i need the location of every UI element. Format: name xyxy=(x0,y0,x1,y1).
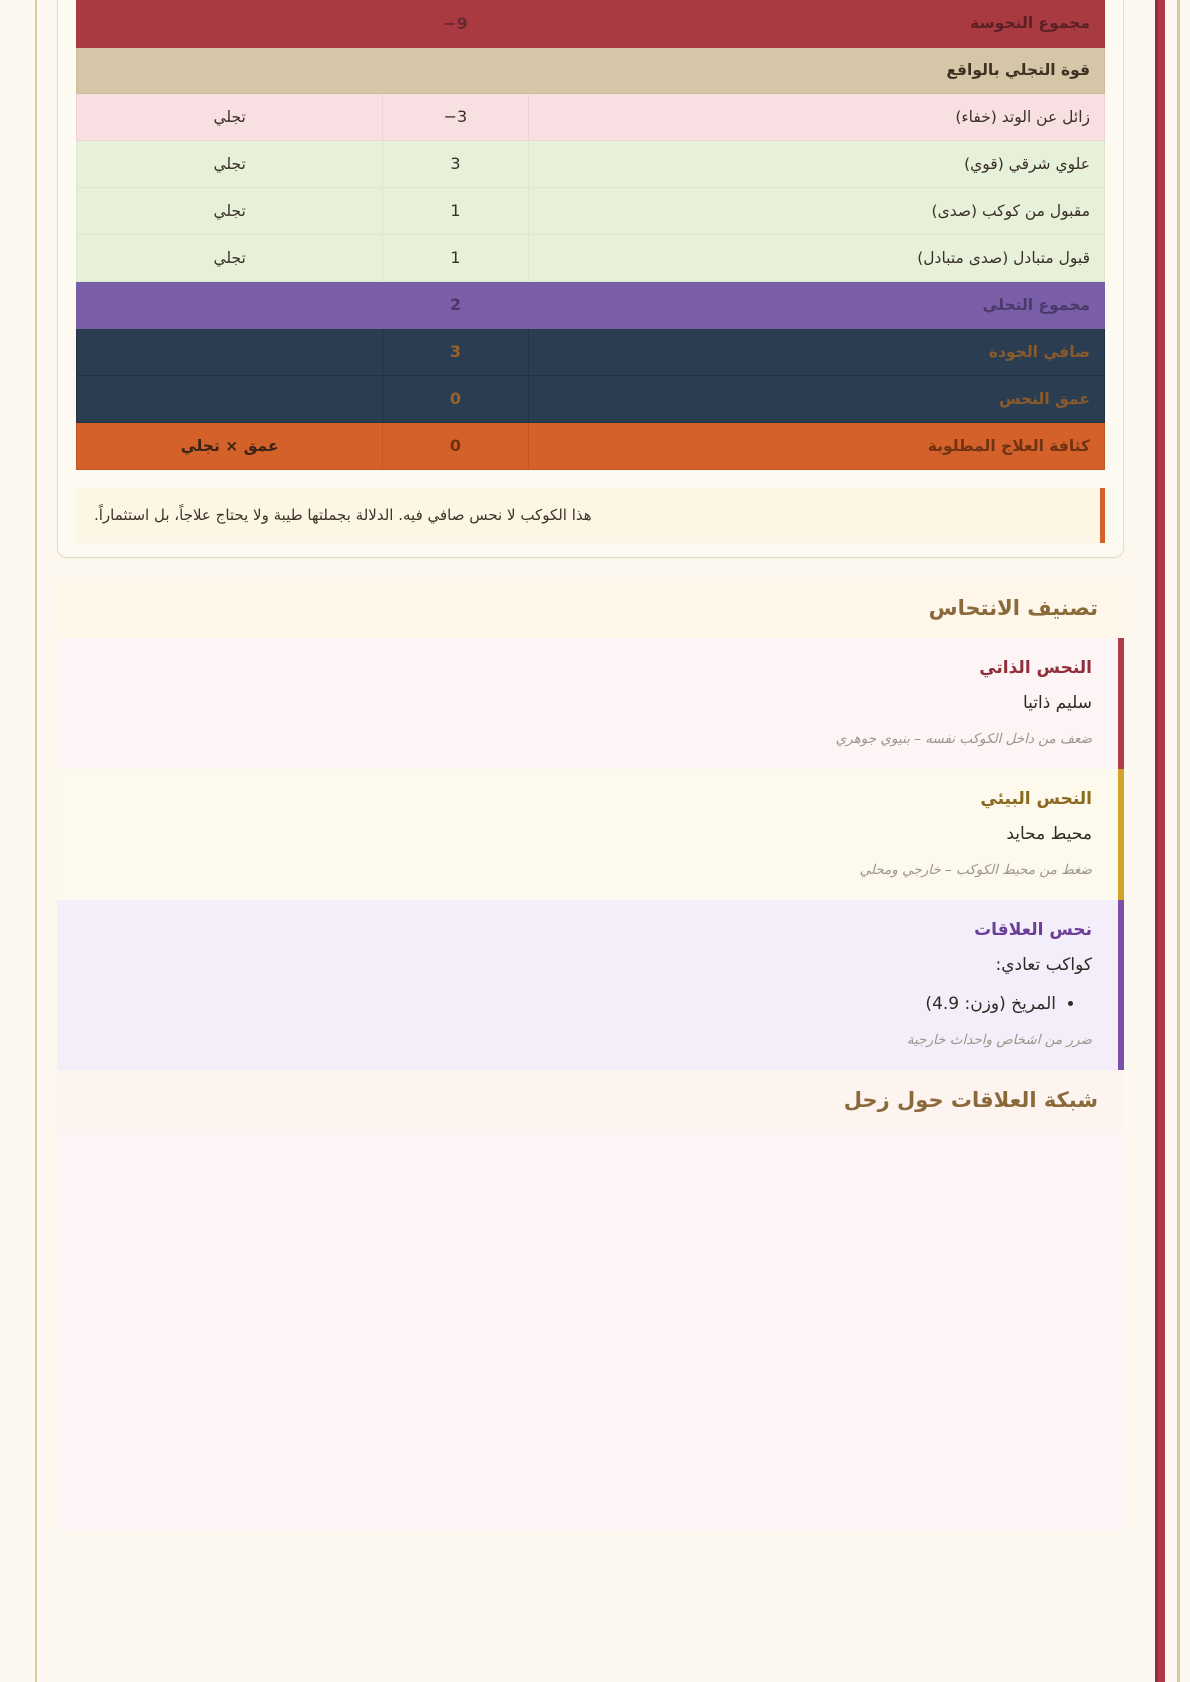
row-label: مجموع التجلي xyxy=(528,282,1104,329)
table-row xyxy=(77,329,1105,376)
row-note: تجلي xyxy=(77,188,383,235)
inner-gap-strip xyxy=(1144,0,1155,1682)
table-row xyxy=(77,188,1105,235)
row-label: مجموع النحوسة xyxy=(528,1,1104,48)
score-table-body xyxy=(77,1,1105,470)
score-table xyxy=(76,0,1105,470)
row-label: كثافة العلاج المطلوبة xyxy=(528,423,1104,470)
row-note: تجلي xyxy=(77,235,383,282)
row-label: صافي الجودة xyxy=(528,329,1104,376)
row-label: زائل عن الوتد (خفاء) xyxy=(528,94,1104,141)
report-content xyxy=(37,0,1144,1682)
row-value: 1 xyxy=(383,235,528,282)
card-hint: ضرر من اشخاص واحداث خارجية xyxy=(906,1032,1092,1049)
row-value: 9− xyxy=(383,1,528,48)
crimson-border-strip xyxy=(1158,0,1165,1682)
hostile-planets-list xyxy=(83,991,1074,1018)
card-title: النحس البيئي xyxy=(980,789,1092,810)
left-margin-strip xyxy=(0,0,35,1682)
card-hint: ضغط من محيط الكوكب – خارجي ومحلي xyxy=(859,862,1092,879)
cream-gap-strip xyxy=(1165,0,1177,1682)
row-value: 1 xyxy=(383,188,528,235)
row-note xyxy=(77,282,383,329)
row-label: مقبول من كوكب (صدى) xyxy=(528,188,1104,235)
row-value: 3− xyxy=(383,94,528,141)
summary-note: هذا الكوكب لا نحس صافي فيه. الدلالة بجملتها طيبة ولا يحتاج علاجاً، بل استثماراً. xyxy=(76,488,1105,543)
row-note xyxy=(77,329,383,376)
list-item: • المريخ (وزن: 4.9) xyxy=(83,991,1056,1018)
classification-card-relations xyxy=(57,900,1124,1070)
row-label: قبول متبادل (صدى متبادل) xyxy=(528,235,1104,282)
card-body: كواكب تعادي: xyxy=(995,954,1092,975)
classification-card-self xyxy=(57,638,1124,769)
card-title: نحس العلاقات xyxy=(974,919,1092,940)
row-value: 0 xyxy=(383,423,528,470)
row-value: 3 xyxy=(383,329,528,376)
table-row xyxy=(77,141,1105,188)
row-note: تجلي xyxy=(77,94,383,141)
table-row xyxy=(77,376,1105,423)
table-row xyxy=(77,1,1105,48)
network-heading: شبكة العلاقات حول زحل xyxy=(57,1070,1124,1130)
row-note: تجلي xyxy=(77,141,383,188)
row-label: عمق النحس xyxy=(528,376,1104,423)
row-value: 3 xyxy=(383,141,528,188)
row-label: علوي شرقي (قوي) xyxy=(528,141,1104,188)
row-note xyxy=(77,1,383,48)
row-value: 2 xyxy=(383,282,528,329)
card-body: محيط محايد xyxy=(1006,824,1092,845)
table-row xyxy=(77,423,1105,470)
classification-heading: تصنيف الانتحاس xyxy=(57,578,1124,638)
row-value: 0 xyxy=(383,376,528,423)
subheader-label: قوة التجلي بالواقع xyxy=(77,48,1105,94)
table-subheader-row xyxy=(77,48,1105,94)
row-note: عمق × تجلي xyxy=(77,423,383,470)
outer-margin-strip xyxy=(1180,0,1190,1682)
table-row xyxy=(77,282,1105,329)
network-graph-canvas[interactable] xyxy=(57,1130,1124,1530)
card-hint: ضعف من داخل الكوكب نفسه – بنيوي جوهري xyxy=(835,731,1092,748)
score-table-card xyxy=(57,0,1124,558)
network-section xyxy=(57,1070,1124,1530)
table-row xyxy=(77,235,1105,282)
classification-card-environment xyxy=(57,769,1124,900)
card-title: النحس الذاتي xyxy=(979,658,1092,679)
card-body: سليم ذاتيا xyxy=(1022,693,1092,714)
row-note xyxy=(77,376,383,423)
classification-list xyxy=(57,638,1124,1070)
table-row xyxy=(77,94,1105,141)
